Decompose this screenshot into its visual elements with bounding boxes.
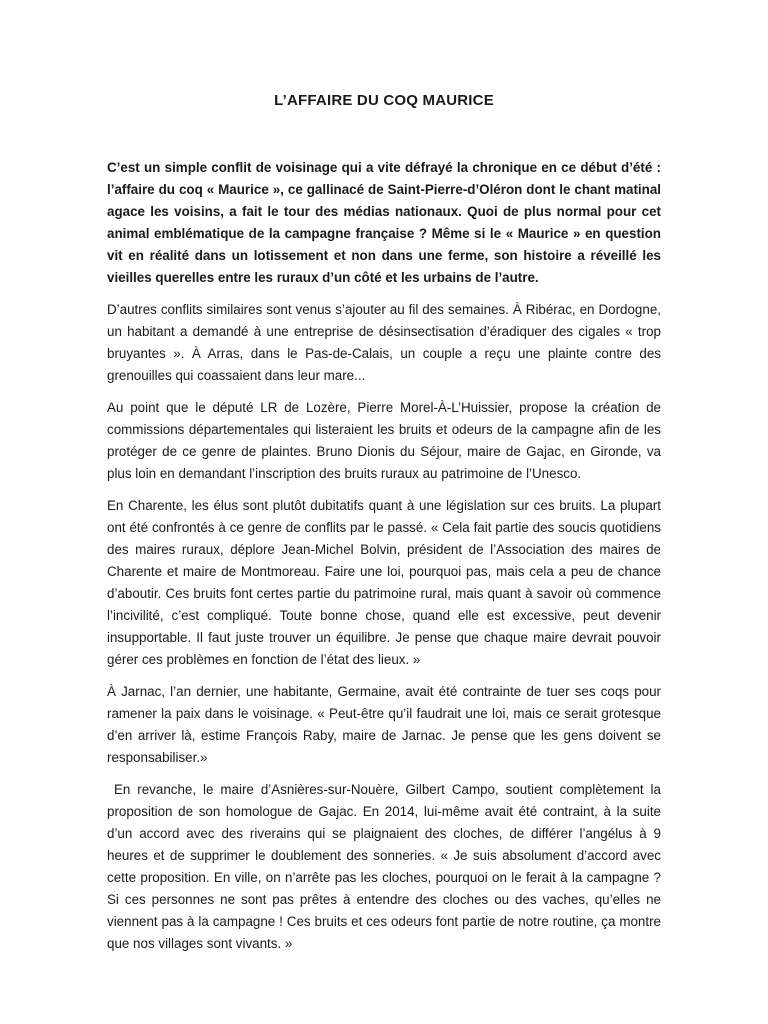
paragraph-4: En Charente, les élus sont plutôt dubitatifs quant à une législation sur ces bruits. La plupart ont été confrontés à ce genre de conflits par le passé. « Cela fait partie des soucis quotidiens des maires ruraux, déplore Jean-Michel Bolvin, président de l’Association des maires de Charente et maire de Montmoreau. Faire une loi, pourquoi pas, mais cela a peu de chance d’aboutir. Ces bruits font certes partie du patrimoine rural, mais quant à savoir où commence l’incivilité, c’est compliqué. Toute bonne chose, quand elle est excessive, peut devenir insupportable. Il faut juste trouver un équilibre. Je pense que chaque maire devrait pouvoir gérer ces problèmes en fonction de l’état des lieux. » xyxy=(107,498,661,667)
article-body xyxy=(107,157,665,965)
paragraph-6: En revanche, le maire d’Asnières-sur-Nouère, Gilbert Campo, soutient complètement la proposition de son homologue de Gajac. En 2014, lui-même avait été contraint, à la suite d’un accord avec des riverains qui se plaignaient des cloches, de différer l’angélus à 9 heures et de supprimer le doublement des sonneries. « Je suis absolument d’accord avec cette proposition. En ville, on n’arrête pas les cloches, pourquoi on le ferait à la campagne ? Si ces personnes ne sont pas prêtes à entendre des cloches ou des vaches, qu’elles ne viennent pas à la campagne ! Ces bruits et ces odeurs font partie de notre routine, ça montre que nos villages sont vivants. » xyxy=(107,782,665,951)
paragraph-2: D’autres conflits similaires sont venus s’ajouter au fil des semaines. À Ribérac, en Dordogne, un habitant a demandé à une entreprise de désinsectisation d’éradiquer des cigales « trop bruyantes ». À Arras, dans le Pas-de-Calais, un couple a reçu une plainte contre des grenouilles qui coassaient dans leur mare... xyxy=(107,302,661,383)
lead-paragraph: C’est un simple conflit de voisinage qui a vite défrayé la chronique en ce début d’été : l’affaire du coq « Maurice », ce gallinacé de Saint-Pierre-d’Oléron dont le chant matinal agace les voisins, a fait le tour des médias nationaux. Quoi de plus normal pour cet animal emblématique de la campagne française ? Même si le « Maurice » en question vit en réalité dans un lotissement et non dans une ferme, son histoire a réveillé les vieilles querelles entre les ruraux d’un côté et les urbains de l’autre. xyxy=(107,160,661,285)
paragraph-3: Au point que le député LR de Lozère, Pierre Morel-À-L’Huissier, propose la création de commissions départementales qui listeraient les bruits et odeurs de la campagne afin de les protéger de ce genre de plaintes. Bruno Dionis du Séjour, maire de Gajac, en Gironde, va plus loin en demandant l’inscription des bruits ruraux au patrimoine de l’Unesco. xyxy=(107,400,661,481)
document-title: L’AFFAIRE DU COQ MAURICE xyxy=(274,92,494,109)
paragraph-5: À Jarnac, l’an dernier, une habitante, Germaine, avait été contrainte de tuer ses coqs pour ramener la paix dans le voisinage. « Peut-être qu’il faudrait une loi, mais ce serait grotesque d’en arriver là, estime François Raby, maire de Jarnac. Je pense que les gens doivent se responsabiliser.» xyxy=(107,684,661,765)
